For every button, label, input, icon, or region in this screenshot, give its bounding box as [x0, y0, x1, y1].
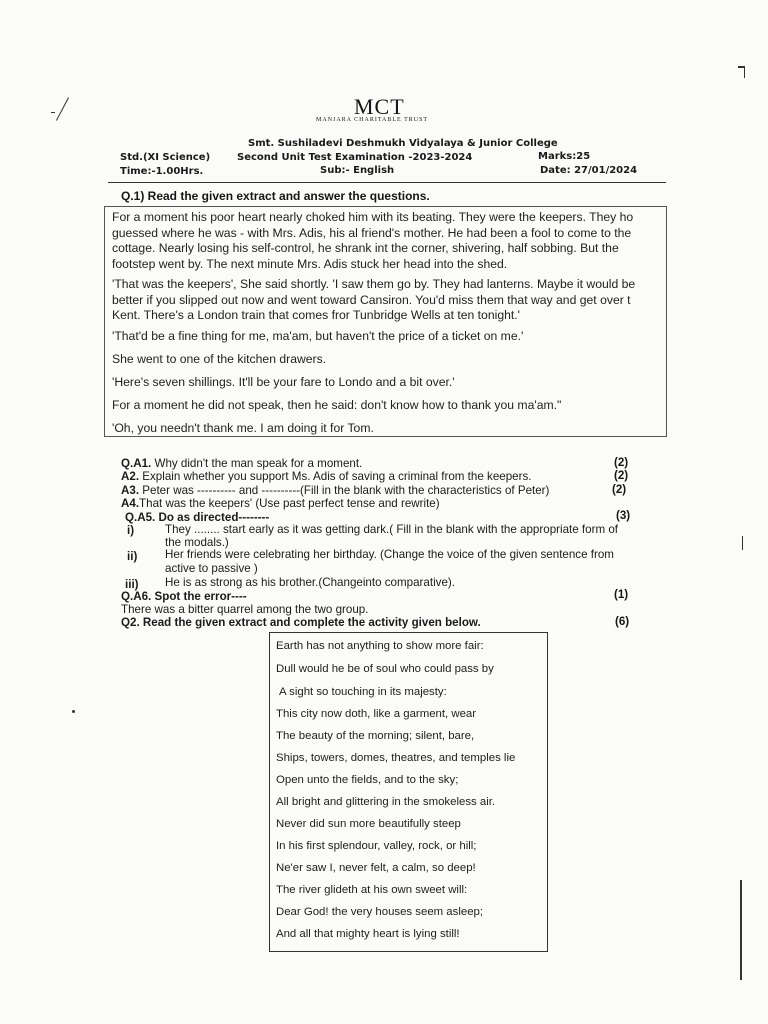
- extract-paragraph-3: 'That'd be a fine thing for me, ma'am, but haven't the price of a ticket on me.': [112, 329, 524, 343]
- scan-mark: [72, 710, 75, 713]
- question-a3: [121, 484, 549, 497]
- std-label: Std.(XI Science): [120, 152, 211, 163]
- logo-trust-name: MANJARA CHARITABLE TRUST: [316, 117, 429, 123]
- question-a2-text: Explain whether you support Ms. Adis of saving a criminal from the keepers.: [139, 470, 532, 483]
- question-a6-text: There was a bitter quarrel among the two group.: [121, 603, 369, 616]
- poem-line: Ships, towers, domes, theatres, and temples lie: [276, 752, 516, 764]
- extract-paragraph-4: She went to one of the kitchen drawers.: [112, 352, 327, 366]
- scan-mark: [742, 536, 743, 550]
- poem-line: Earth has not anything to show more fair:: [276, 640, 484, 652]
- question-a5-ii-number: ii): [127, 550, 138, 563]
- question-a5-marks: (3): [616, 509, 631, 522]
- scan-mark: [56, 97, 69, 120]
- college-name: Smt. Sushiladevi Deshmukh Vidyalaya & Junior College: [248, 138, 558, 149]
- question-a4: [121, 497, 440, 510]
- question-a1-text: Why didn't the man speak for a moment.: [151, 457, 363, 470]
- question-a5-i-line-2: the modals.): [165, 536, 229, 549]
- poem-line: Never did sun more beautifully steep: [276, 818, 461, 830]
- date-label: Date: 27/01/2024: [540, 165, 638, 176]
- scan-mark: [740, 880, 742, 980]
- poem-line: The beauty of the morning; silent, bare,: [276, 730, 475, 742]
- q2-title: Q2. Read the given extract and complete the activity given below.: [121, 616, 481, 629]
- q2-marks: (6): [615, 615, 630, 628]
- question-a5-iii-number: iii): [125, 578, 139, 591]
- question-a5-iii-text: He is as strong as his brother.(Changeinto comparative).: [165, 576, 455, 589]
- scan-mark: [744, 66, 745, 78]
- extract-paragraph-7: 'Oh, you needn't thank me. I am doing it for Tom.: [112, 421, 374, 435]
- question-a4-text: That was the keepers' (Use past perfect tense and rewrite): [139, 497, 440, 510]
- question-a2-label: A2.: [121, 470, 140, 483]
- header-rule: [108, 182, 666, 183]
- question-a5-ii-line-2: active to passive ): [165, 562, 258, 575]
- question-a6-marks: (1): [614, 588, 629, 601]
- poem-line: This city now doth, like a garment, wear: [276, 708, 477, 720]
- marks-label: Marks:25: [538, 151, 591, 162]
- time-label: Time:-1.00Hrs.: [120, 166, 204, 177]
- poem-line: The river glideth at his own sweet will:: [276, 884, 468, 896]
- poem-line: All bright and glittering in the smokeless air.: [276, 796, 496, 808]
- question-a5-i-line-1: They ........ start early as it was getting dark.( Fill in the blank with the appropriate form of: [165, 523, 618, 536]
- poem-line: Dear God! the very houses seem asleep;: [276, 906, 484, 918]
- poem-line: A sight so touching in its majesty:: [279, 686, 447, 698]
- question-a5-title: Q.A5. Do as directed--------: [125, 511, 270, 524]
- question-a1-label: Q.A1.: [121, 457, 152, 470]
- question-a2: [121, 470, 532, 483]
- exam-title: Second Unit Test Examination -2023-2024: [237, 152, 473, 163]
- question-a5-i-number: i): [127, 524, 135, 537]
- question-a1-marks: (2): [614, 456, 629, 469]
- scan-mark: [51, 112, 55, 113]
- question-a3-marks: (2): [612, 483, 627, 496]
- question-a3-label: A3.: [121, 484, 140, 497]
- poem-line: In his first splendour, valley, rock, or hill;: [276, 840, 477, 852]
- extract-paragraph-5: 'Here's seven shillings. It'll be your fare to Londo and a bit over.': [112, 375, 455, 389]
- poem-box: [269, 632, 548, 952]
- question-a1: [121, 457, 362, 470]
- extract-paragraph-2: 'That was the keepers', She said shortly. 'I saw them go by. They had lanterns. Maybe it would be better if you slipped out now and went toward Cansiron. You'd miss them that way and get over t Kent. There's a London train that comes fror Tunbridge Wells at ten tonight.': [112, 277, 636, 322]
- college-logo: [316, 94, 429, 126]
- extract-paragraph-6: For a moment he did not speak, then he said: don't know how to thank you ma'am.": [112, 398, 562, 412]
- question-a3-text: Peter was ---------- and ----------(Fill in the blank with the characteristics of Peter): [139, 484, 550, 497]
- question-a2-marks: (2): [614, 469, 629, 482]
- poem-line: Open unto the fields, and to the sky;: [276, 774, 459, 786]
- question-a4-label: A4.: [121, 497, 140, 510]
- q1-title: Q.1) Read the given extract and answer the questions.: [121, 189, 430, 203]
- subject-label: Sub:- English: [320, 165, 395, 176]
- poem-line: Ne'er saw I, never felt, a calm, so deep!: [276, 862, 476, 874]
- question-a5-ii-line-1: Her friends were celebrating her birthday. (Change the voice of the given sentence from: [165, 548, 614, 561]
- extract-paragraph-1: For a moment his poor heart nearly choked him with its beating. They were the keepers. They ho guessed where he was - with Mrs. Adis, his al friend's mother. He had been a fool to come to the cottage. Nearly losing his self-control, he shrank int the corner, shivering, half sobbing. But the footstep went by. The next minute Mrs. Adis stuck her head into the shed.: [112, 210, 634, 271]
- poem-line: And all that mighty heart is lying still!: [276, 928, 460, 940]
- logo-mark: MCT: [354, 94, 405, 119]
- poem-line: Dull would he be of soul who could pass by: [276, 663, 494, 675]
- question-a6-title: Q.A6. Spot the error----: [121, 590, 247, 603]
